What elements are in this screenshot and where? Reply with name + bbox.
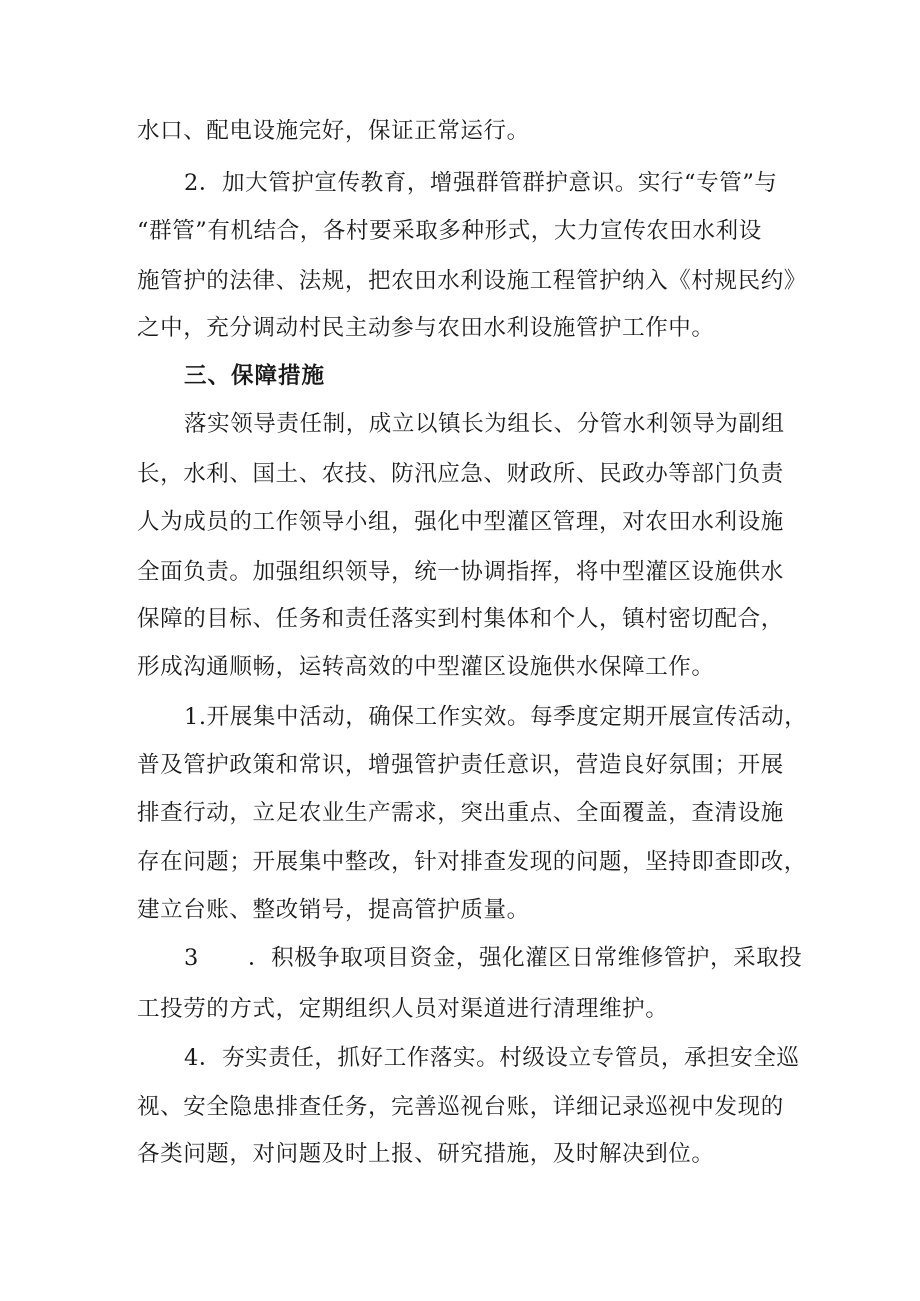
paragraph-line: 视、安全隐患排查任务，完善巡视台账，详细记录巡视中发现的: [137, 1094, 784, 1120]
paragraph-line: 保障的目标、任务和责任落实到村集体和个人，镇村密切配合，: [137, 606, 784, 632]
paragraph-line: 排查行动，立足农业生产需求，突出重点、全面覆盖，查清设施: [137, 800, 784, 826]
paragraph-line: 各类问题，对问题及时上报、研究措施，及时解决到位。: [137, 1141, 715, 1167]
paragraph-line: 水口、配电设施完好，保证正常运行。: [137, 118, 530, 144]
paragraph-line: 1.开展集中活动，确保工作实效。每季度定期开展宣传活动，: [184, 704, 808, 730]
paragraph-line: [184, 943, 802, 973]
paragraph-line: 工投劳的方式，定期组织人员对渠道进行清理维护。: [137, 996, 669, 1022]
paragraph-line: 落实领导责任制，成立以镇长为组长、分管水利领导为副组: [184, 411, 785, 437]
paragraph-line: 2．加大管护宣传教育，增强群管群护意识。实行“专管”与: [184, 170, 778, 196]
paragraph-line: 全面负责。加强组织领导，统一协调指挥，将中型灌区设施供水: [137, 559, 784, 585]
section-heading: 三、保障措施: [184, 363, 326, 389]
paragraph-line: “群管”有机结合，各村要采取多种形式，大力宣传农田水利设: [137, 218, 762, 244]
paragraph-line: 长，水利、国土、农技、防汛应急、财政所、民政办等部门负责: [137, 461, 784, 487]
paragraph-line: 形成沟通顺畅，运转高效的中型灌区设施供水保障工作。: [137, 654, 715, 680]
paragraph-line: 4．夯实责任，抓好工作落实。村级设立专管员，承担安全巡: [184, 1045, 800, 1071]
paragraph-line: 建立台账、整改销号，提高管护质量。: [137, 897, 530, 923]
paragraph-line-text: ．积极争取项目资金，强化灌区日常维修管护，采取投: [248, 945, 803, 971]
list-number: 3: [184, 945, 199, 971]
paragraph-line: 存在问题；开展集中整改，针对排查发现的问题，坚持即查即改，: [137, 849, 807, 875]
paragraph-line: 普及管护政策和常识，增强管护责任意识，营造良好氛围；开展: [137, 752, 784, 778]
paragraph-line: 人为成员的工作领导小组，强化中型灌区管理，对农田水利设施: [137, 509, 784, 535]
paragraph-line: 之中，充分调动村民主动参与农田水利设施管护工作中。: [137, 315, 715, 341]
paragraph-line: 施管护的法律、法规，把农田水利设施工程管护纳入《村规民约》: [137, 268, 807, 294]
